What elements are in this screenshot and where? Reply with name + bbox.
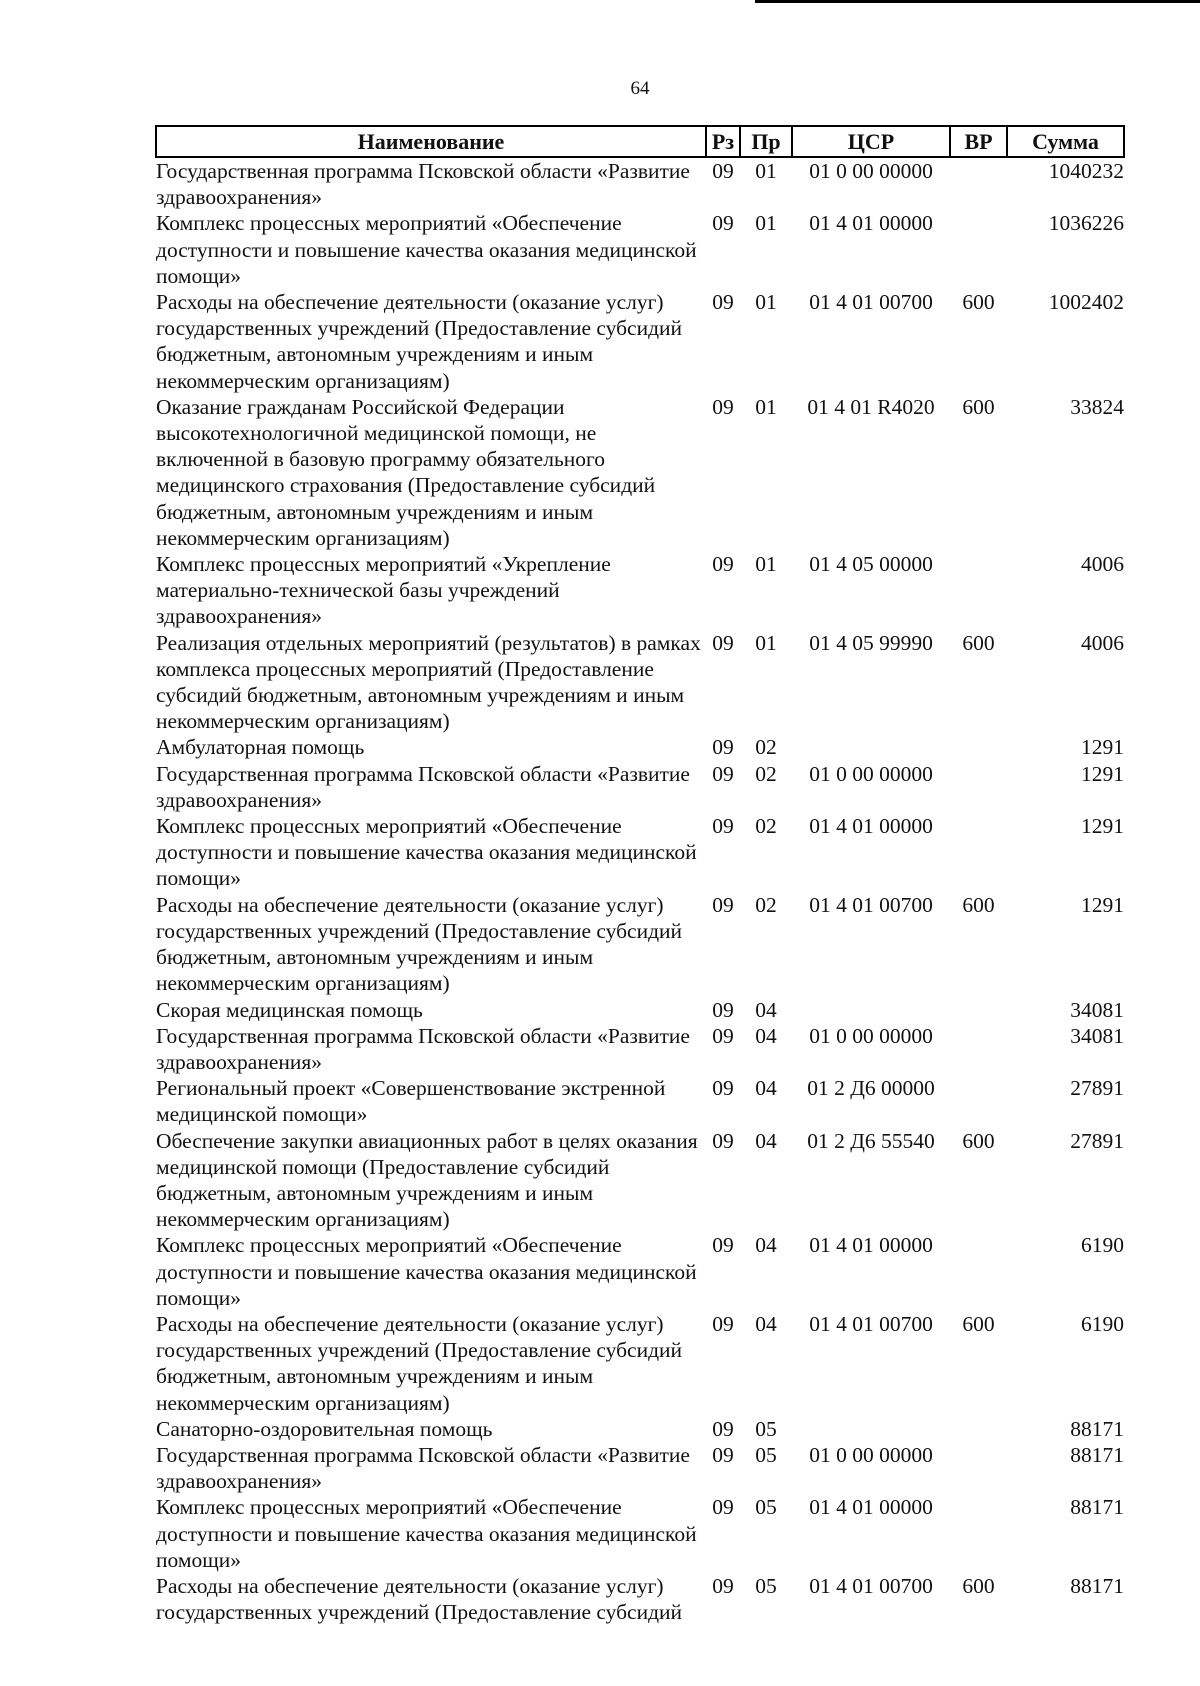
cell-sum: 4006	[1081, 630, 1124, 655]
cell-sum: 88171	[1070, 1495, 1124, 1520]
cell-vr	[950, 1494, 1007, 1573]
table-row	[156, 1232, 1124, 1311]
cell-pr: 04	[755, 997, 777, 1022]
table-row	[156, 1075, 1124, 1127]
cell-name: Комплекс процессных мероприятий «Обеспечение доступности и повышение качества оказания медицинской помощи»	[156, 814, 697, 891]
table-row	[156, 157, 1124, 210]
cell-sum: 34081	[1070, 1023, 1124, 1048]
cell-pr: 02	[755, 814, 777, 839]
cell-name: Государственная программа Псковской области «Развитие здравоохранения»	[156, 761, 690, 812]
cell-vr	[950, 551, 1007, 630]
cell-name: Государственная программа Псковской области «Развитие здравоохранения»	[156, 159, 690, 210]
cell-vr	[950, 761, 1007, 813]
cell-name: Государственная программа Псковской области «Развитие здравоохранения»	[156, 1442, 690, 1494]
cell-pr: 01	[755, 290, 777, 315]
table-row	[156, 813, 1124, 892]
cell-csr	[792, 734, 950, 760]
cell-name: Государственная программа Псковской области «Развитие здравоохранения»	[156, 1023, 690, 1074]
cell-rz: 09	[712, 1573, 734, 1598]
cell-vr	[950, 1232, 1007, 1311]
cell-vr	[950, 157, 1007, 210]
cell-vr	[950, 813, 1007, 892]
cell-name: Реализация отдельных мероприятий (результатов) в рамках комплекса процессных мероприятий (Предоставление субсидий бюджетным, автономным учреждениям и иным некоммерческим организациям)	[156, 630, 701, 734]
header-rz: Рз	[706, 126, 740, 157]
cell-pr: 01	[755, 394, 777, 419]
header-pr: Пр	[740, 126, 792, 157]
cell-rz: 09	[712, 1128, 734, 1153]
table-row	[156, 210, 1124, 289]
cell-sum: 1291	[1081, 761, 1124, 786]
cell-name: Расходы на обеспечение деятельности (оказание услуг) государственных учреждений (Предоставление субсидий бюджетным, автономным учреждениям и иным некоммерческим организациям)	[156, 290, 683, 393]
cell-name: Комплекс процессных мероприятий «Обеспечение доступности и повышение качества оказания медицинской помощи»	[156, 1233, 697, 1310]
cell-csr: 01 0 00 00000	[809, 761, 933, 786]
table-row	[156, 551, 1124, 630]
cell-name: Расходы на обеспечение деятельности (оказание услуг) государственных учреждений (Предоставление субсидий	[156, 1573, 683, 1625]
table-body	[156, 157, 1124, 1625]
table-header	[156, 126, 1124, 157]
cell-csr: 01 4 01 R4020	[807, 394, 935, 419]
cell-pr: 01	[755, 630, 777, 655]
header-vr: ВР	[950, 126, 1007, 157]
header-name: Наименование	[156, 126, 706, 157]
cell-csr: 01 0 00 00000	[809, 159, 933, 183]
cell-name: Санаторно-оздоровительная помощь	[156, 1416, 493, 1441]
cell-csr: 01 4 01 00700	[809, 290, 933, 315]
cell-rz: 09	[712, 211, 734, 236]
table-row	[156, 1573, 1124, 1625]
cell-sum: 1002402	[1048, 290, 1124, 315]
table-row	[156, 1128, 1124, 1233]
cell-name: Расходы на обеспечение деятельности (оказание услуг) государственных учреждений (Предоставление субсидий бюджетным, автономным учреждениям и иным некоммерческим организациям)	[156, 892, 683, 996]
cell-sum: 4006	[1081, 552, 1124, 577]
cell-rz: 09	[712, 761, 734, 786]
table-row	[156, 630, 1124, 735]
cell-pr: 01	[755, 159, 777, 183]
table-row	[156, 1442, 1124, 1494]
cell-sum: 33824	[1070, 394, 1124, 419]
cell-sum: 1291	[1081, 735, 1124, 760]
cell-vr	[950, 1023, 1007, 1075]
cell-sum: 88171	[1070, 1442, 1124, 1467]
table-row	[156, 892, 1124, 997]
cell-pr: 04	[755, 1076, 777, 1101]
cell-pr: 05	[755, 1495, 777, 1520]
cell-pr: 02	[755, 735, 777, 760]
cell-rz: 09	[712, 1023, 734, 1048]
header-csr: ЦСР	[792, 126, 950, 157]
cell-sum: 1040232	[1048, 159, 1124, 183]
header-row	[156, 126, 1124, 157]
cell-sum: 6190	[1081, 1311, 1124, 1336]
cell-sum: 1036226	[1048, 211, 1124, 236]
cell-rz: 09	[712, 290, 734, 315]
cell-pr: 04	[755, 1311, 777, 1336]
cell-sum: 27891	[1070, 1076, 1124, 1101]
cell-pr: 05	[755, 1573, 777, 1598]
cell-sum: 88171	[1070, 1416, 1124, 1441]
cell-name: Комплекс процессных мероприятий «Обеспечение доступности и повышение качества оказания медицинской помощи»	[156, 1495, 697, 1572]
cell-csr: 01 4 01 00000	[809, 211, 933, 236]
cell-name: Комплекс процессных мероприятий «Обеспечение доступности и повышение качества оказания медицинской помощи»	[156, 211, 697, 288]
cell-pr: 01	[755, 552, 777, 577]
cell-pr: 02	[755, 892, 777, 917]
cell-vr	[950, 210, 1007, 289]
cell-rz: 09	[712, 552, 734, 577]
cell-csr	[792, 997, 950, 1023]
cell-rz: 09	[712, 814, 734, 839]
cell-vr: 600	[962, 1311, 995, 1336]
cell-rz: 09	[712, 892, 734, 917]
top-edge-rule	[755, 0, 1200, 3]
table-row	[156, 997, 1124, 1023]
cell-vr	[950, 1075, 1007, 1127]
cell-csr: 01 4 01 00000	[809, 1233, 933, 1258]
cell-name: Обеспечение закупки авиационных работ в целях оказания медицинской помощи (Предоставление субсидий бюджетным, автономным учреждениям и иным некоммерческим организациям)	[156, 1128, 698, 1232]
cell-vr: 600	[962, 290, 995, 315]
table-row	[156, 289, 1124, 394]
cell-name: Амбулаторная помощь	[156, 735, 365, 760]
cell-vr	[950, 997, 1007, 1023]
cell-sum: 88171	[1070, 1573, 1124, 1598]
cell-csr: 01 4 01 00700	[809, 1311, 933, 1336]
cell-vr	[950, 1416, 1007, 1442]
cell-rz: 09	[712, 394, 734, 419]
cell-csr: 01 0 00 00000	[809, 1442, 933, 1467]
table-row	[156, 1494, 1124, 1573]
cell-csr: 01 2 Д6 55540	[807, 1128, 935, 1153]
cell-vr: 600	[962, 630, 995, 655]
cell-vr	[950, 734, 1007, 760]
cell-pr: 02	[755, 761, 777, 786]
cell-rz: 09	[712, 1495, 734, 1520]
cell-csr: 01 2 Д6 00000	[807, 1076, 935, 1101]
cell-vr: 600	[962, 1573, 995, 1598]
cell-csr: 01 0 00 00000	[809, 1023, 933, 1048]
cell-pr: 04	[755, 1233, 777, 1258]
table-row	[156, 1416, 1124, 1442]
budget-table	[155, 125, 1125, 1625]
cell-sum: 1291	[1081, 892, 1124, 917]
cell-name: Скорая медицинская помощь	[156, 997, 423, 1022]
cell-pr: 01	[755, 211, 777, 236]
cell-csr: 01 4 05 99990	[809, 630, 933, 655]
cell-vr: 600	[962, 394, 995, 419]
cell-rz: 09	[712, 735, 734, 760]
cell-rz: 09	[712, 1233, 734, 1258]
cell-rz: 09	[712, 1442, 734, 1467]
cell-rz: 09	[712, 1416, 734, 1441]
cell-rz: 09	[712, 159, 734, 183]
cell-vr: 600	[962, 1128, 995, 1153]
cell-sum: 27891	[1070, 1128, 1124, 1153]
table-row	[156, 1311, 1124, 1416]
cell-rz: 09	[712, 1311, 734, 1336]
table-row	[156, 394, 1124, 551]
cell-rz: 09	[712, 1076, 734, 1101]
cell-name: Региональный проект «Совершенствование экстренной медицинской помощи»	[156, 1076, 666, 1127]
cell-vr: 600	[962, 892, 995, 917]
cell-pr: 05	[755, 1442, 777, 1467]
cell-sum: 6190	[1081, 1233, 1124, 1258]
cell-pr: 04	[755, 1023, 777, 1048]
cell-csr: 01 4 01 00000	[809, 1495, 933, 1520]
page-number: 64	[630, 78, 650, 99]
cell-csr	[792, 1416, 950, 1442]
cell-csr: 01 4 05 00000	[809, 552, 933, 577]
table-row	[156, 1023, 1124, 1075]
cell-csr: 01 4 01 00000	[809, 814, 933, 839]
cell-rz: 09	[712, 630, 734, 655]
cell-name: Комплекс процессных мероприятий «Укрепление материально-технической базы учреждений здравоохранения»	[156, 552, 611, 629]
cell-sum: 34081	[1070, 997, 1124, 1022]
table-row	[156, 734, 1124, 760]
header-sum: Сумма	[1007, 126, 1124, 157]
table-row	[156, 761, 1124, 813]
cell-name: Оказание гражданам Российской Федерации высокотехнологичной медицинской помощи, не включенной в базовую программу обязательного медицинского страхования (Предоставление субсидий бюджетным, автономным учреждениям и иным некоммерческим организациям)	[156, 394, 656, 550]
cell-sum: 1291	[1081, 814, 1124, 839]
cell-csr: 01 4 01 00700	[809, 1573, 933, 1598]
cell-csr: 01 4 01 00700	[809, 892, 933, 917]
cell-pr: 04	[755, 1128, 777, 1153]
cell-name: Расходы на обеспечение деятельности (оказание услуг) государственных учреждений (Предоставление субсидий бюджетным, автономным учреждениям и иным некоммерческим организациям)	[156, 1311, 683, 1415]
cell-pr: 05	[755, 1416, 777, 1441]
cell-vr	[950, 1442, 1007, 1494]
cell-rz: 09	[712, 997, 734, 1022]
